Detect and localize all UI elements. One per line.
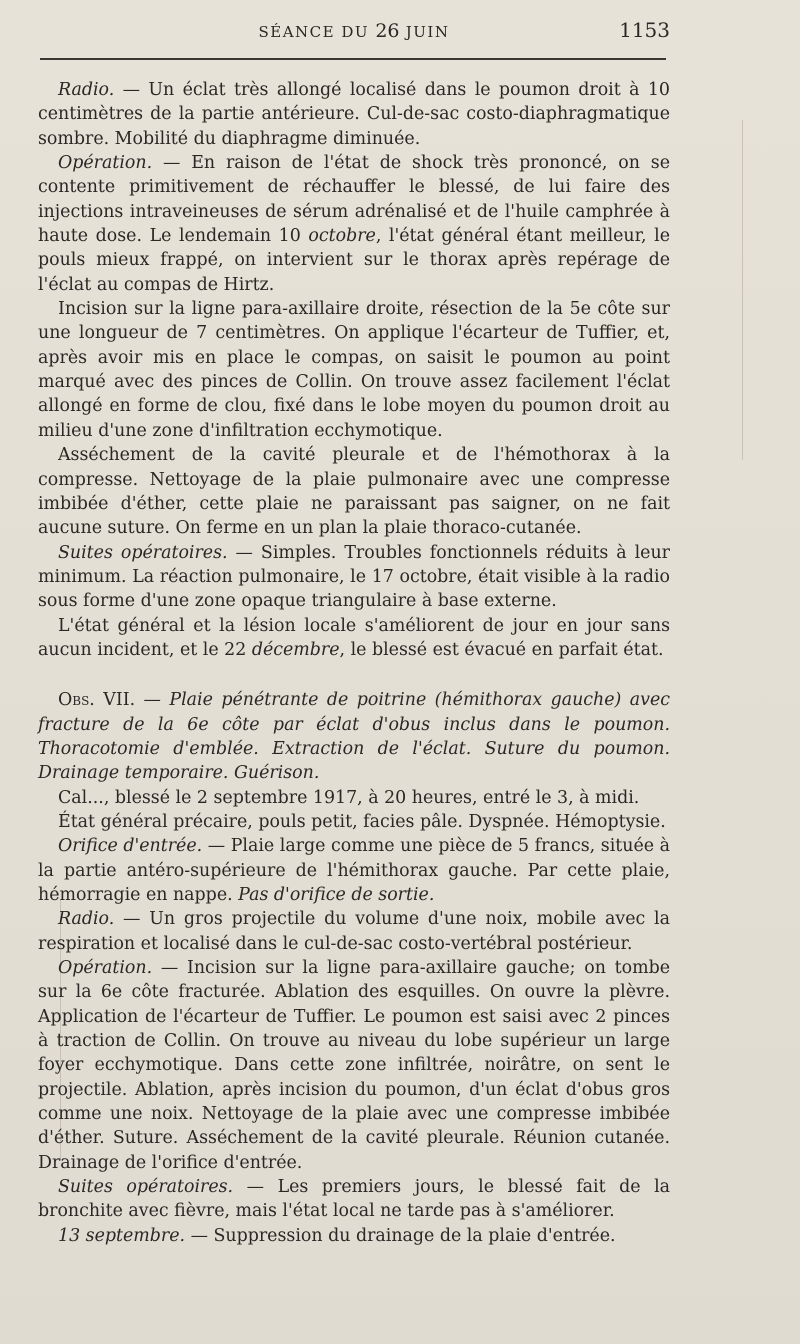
paragraph-text: — Suppression du drainage de la plaie d'entrée.: [185, 1225, 616, 1246]
page-number: 1153: [619, 18, 670, 42]
paragraph-text: — Les premiers jours, le blessé fait de la bronchite avec fièvre, mais l'état local ne tarde pas à s'améliorer.: [38, 1177, 671, 1222]
case-paragraph: [38, 834, 670, 907]
paragraph: [38, 151, 670, 297]
case-paragraph: [38, 1175, 670, 1224]
observation-label: Obs. VII.: [58, 690, 136, 711]
page-header: [38, 18, 670, 46]
paragraph-lead: Opération.: [58, 958, 153, 979]
paragraph-lead: Radio.: [58, 80, 115, 100]
paragraph-tail: , l'état général étant meilleur, le pouls mieux frappé, on intervient sur le thorax après repérage de l'éclat au compas de Hirtz.: [38, 226, 670, 295]
running-title-day: 26: [375, 20, 400, 42]
paragraph-lead: Opération.: [58, 153, 153, 174]
paragraph-text: Asséchement de la cavité pleurale et de l'hémothorax à la compresse. Nettoyage de la plaie pulmonaire avec une compresse imbibée d'éther, cette plaie ne paraissant pas saigner, on ne fait aucune suture. On ferme en un plan la plaie thoraco-cutanée.: [38, 445, 670, 539]
paragraph-lead: Suites opératoires.: [58, 1177, 234, 1198]
paragraph: [38, 541, 670, 614]
case-paragraph: [38, 956, 670, 1175]
paragraph-text: L'état général et la lésion locale s'améliorent de jour en jour sans aucun incident, et le 22: [38, 615, 670, 660]
header-rule: [40, 58, 666, 60]
paragraph-text: — Simples. Troubles fonctionnels réduits à leur minimum. La réaction pulmonaire, le 17 octobre, était visible à la radio sous forme d'une zone opaque triangulaire à base externe.: [38, 542, 670, 612]
paragraph-text: Incision sur la ligne para-axillaire droite, résection de la 5e côte sur une longueur de 7 centimètres. On applique l'écarteur de Tuffier, et, après avoir mis en place le compas, on saisit le poumon au point marqué avec des pinces de Collin. On trouve assez facilement l'éclat allongé en forme de clou, fixé dans le lobe moyen du poumon droit au milieu d'une zone d'infiltration ecchymotique.: [38, 299, 670, 441]
paragraph-text: — Un gros projectile du volume d'une noix, mobile avec la respiration et localisé dans le cul-de-sac costo-vertébral postérieur.: [38, 909, 670, 954]
case-paragraph: [38, 907, 670, 956]
paragraph-emphasis: Pas d'orifice de sortie.: [238, 885, 435, 905]
document-body: [38, 78, 670, 1248]
paragraph-lead: 13 septembre.: [58, 1225, 186, 1246]
paragraph-lead: Orifice d'entrée.: [58, 836, 203, 857]
paragraph-lead: Radio.: [58, 909, 115, 930]
paragraph-lead: Suites opératoires.: [58, 542, 228, 563]
case-paragraph: [38, 786, 670, 810]
paragraph: [38, 614, 670, 663]
paragraph-text: — En raison de l'état de shock très prononcé, on se contente primitivement de réchauffer le blessé, de lui faire des injections intraveineuses de sérum adrénalisé et de l'huile camphrée à haute dose. Le lendemain 10: [38, 153, 670, 247]
paragraph-emphasis: décembre: [251, 639, 340, 660]
paragraph-text: — Un éclat très allongé localisé dans le poumon droit à 10 centimètres de la partie antérieure. Cul-de-sac costo-diaphragmatique sombre. Mobilité du diaphragme diminuée.: [38, 80, 670, 149]
paragraph-text: — Plaie large comme une pièce de 5 francs, située à la partie antéro-supérieure de l'hémithorax gauche. Par cette plaie, hémorragie en nappe.: [38, 836, 670, 905]
observation-heading: [38, 688, 670, 785]
paragraph: [38, 78, 670, 151]
paragraph: [38, 297, 670, 443]
running-title: [38, 20, 670, 42]
paragraph-text: Cal..., blessé le 2 septembre 1917, à 20 heures, entré le 3, à midi.: [58, 787, 640, 808]
running-title-prefix: SÉANCE DU: [258, 23, 370, 41]
running-title-month: JUIN: [405, 23, 450, 41]
paragraph-emphasis: octobre: [308, 226, 376, 247]
case-paragraph: [38, 810, 670, 834]
scan-artifact: [742, 120, 743, 460]
observation-title: — Plaie pénétrante de poitrine (hémithorax gauche) avec fracture de la 6e côte par éclat d'obus inclus dans le poumon. Thoracotomie d'emblée. Extraction de l'éclat. Suture du poumon. Drainage temporaire. Guérison.: [38, 690, 670, 784]
case-paragraph: [38, 1224, 670, 1248]
section-gap: [38, 662, 670, 688]
paragraph-text: État général précaire, pouls petit, facies pâle. Dyspnée. Hémoptysie.: [58, 811, 666, 832]
paragraph-tail: , le blessé est évacué en parfait état.: [339, 639, 664, 660]
paragraph-text: — Incision sur la ligne para-axillaire gauche; on tombe sur la 6e côte fracturée. Ablation des esquilles. On ouvre la plèvre. Application de l'écarteur de Tuffier. Le poumon est saisi avec 2 pinces à traction de Collin. On trouve au niveau du lobe supérieur un large foyer ecchymotique. Dans cette zone infiltrée, noirâtre, on sent le projectile. Ablation, après incision du poumon, d'un éclat d'obus gros comme une noix. Nettoyage de la plaie avec une compresse imbibée d'éther. Suture. Asséchement de la cavité pleurale. Réunion cutanée. Drainage de l'orifice d'entrée.: [38, 958, 670, 1173]
paragraph: [38, 443, 670, 540]
